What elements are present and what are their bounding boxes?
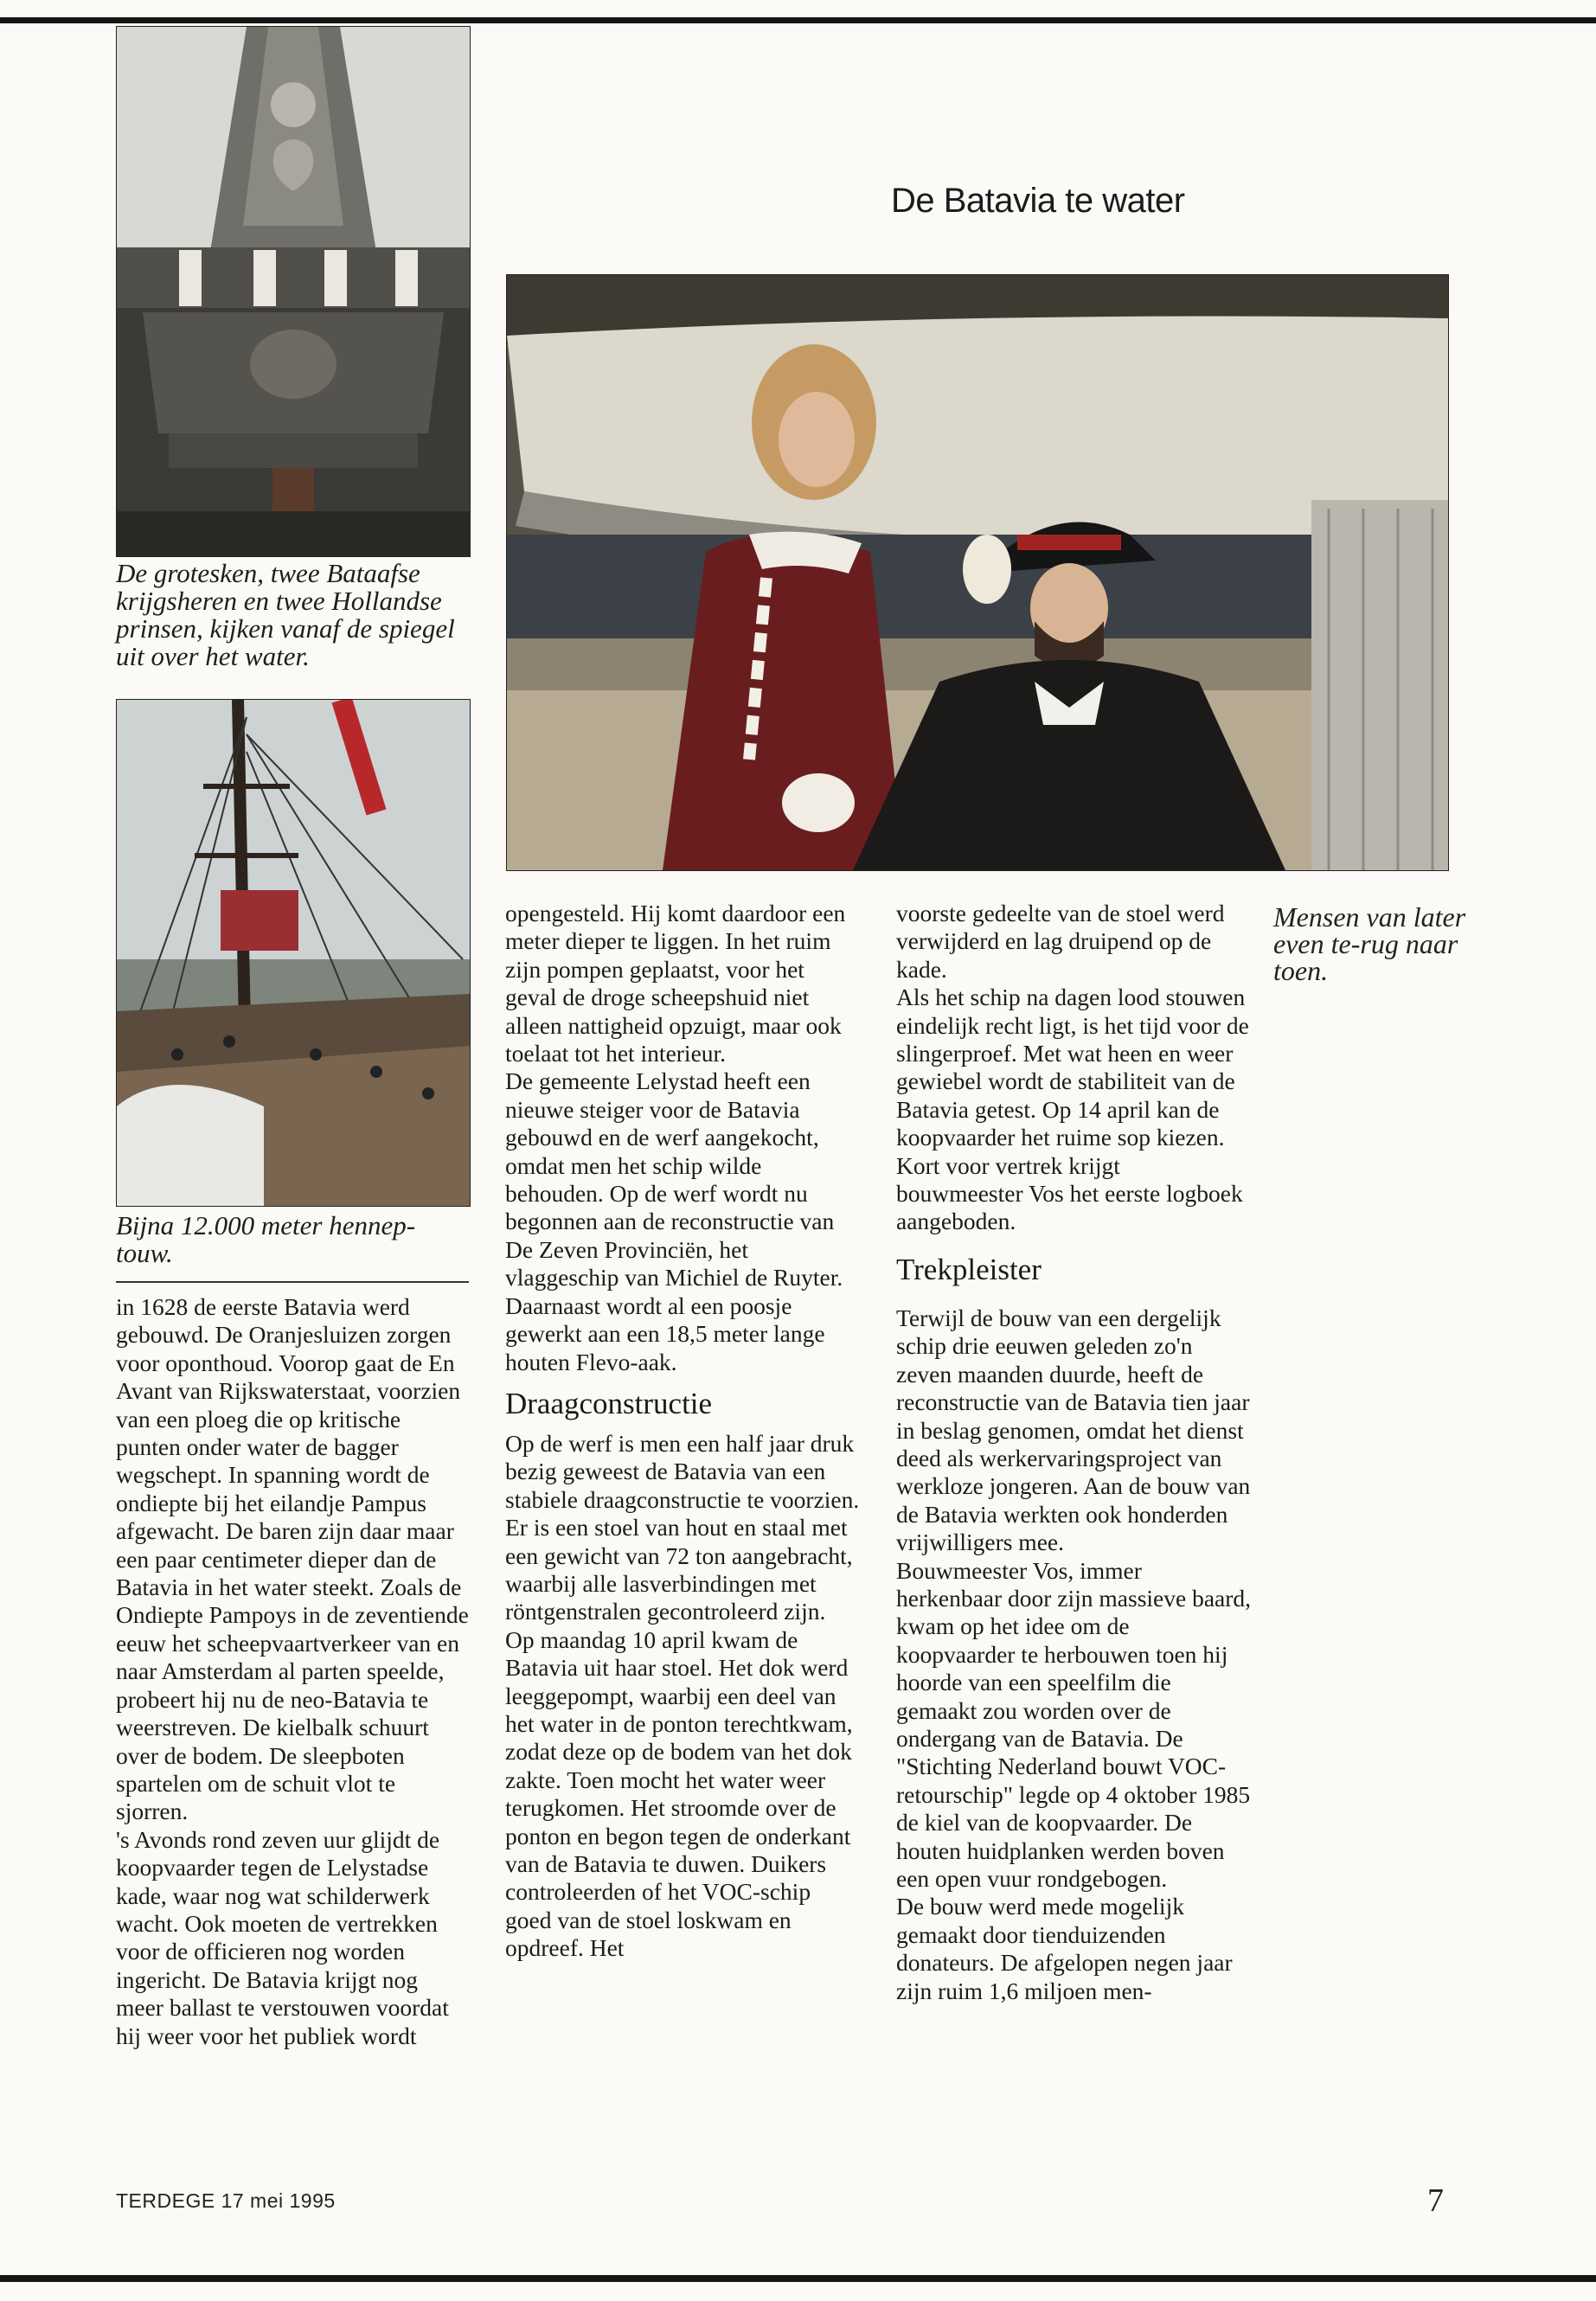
caption-divider <box>116 1281 469 1283</box>
paragraph: De gemeente Lelystad heeft een nieuwe steiger voor de Batavia gebouwd en de werf aangekocht, omdat men het schip wilde behouden. Op de werf wordt nu begonnen aan de reconstructie van De Zeven Provinciën, het vlaggeschip van Michiel de Ruyter. Daarnaast wordt al een poosje gewerkt aan een 18,5 meter lange houten Flevo-aak. <box>505 1067 843 1375</box>
paragraph: opengesteld. Hij komt daardoor een meter dieper te liggen. In het ruim zijn pompen geplaatst, voor het geval de droge scheepshuid niet alleen nattigheid opzuigt, maar ook toelaat tot het interieur. <box>505 900 846 1067</box>
section-title: De Batavia te water <box>891 182 1185 220</box>
paragraph: in 1628 de eerste Batavia werd gebouwd. De Oranjesluizen zorgen voor oponthoud. Voorop gaat de En Avant van Rijkswaterstaat, voorzien van een ploeg die op kritische punten onder water de bagger wegschept. In spanning wordt de ondiepte bij het eilandje Pampus afgewacht. De baren zijn daar maar een paar centimeter dieper dan de Batavia in het water steekt. Zoals de Ondiepte Pampoys in de zeventiende eeuw het scheepvaartverkeer van en naar Amsterdam al parten speelde, probeert hij nu de neo-Batavia te weerstreven. De kielbalk schuurt over de bodem. De sleepboten spartelen om de schuit vlot te sjorren. <box>116 1293 469 1825</box>
top-rule <box>0 17 1596 23</box>
paragraph: Als het schip na dagen lood stouwen eindelijk recht ligt, is het tijd voor de slingerproef. Met wat heen en weer gewiebel wordt de stabiliteit van de Batavia getest. Op 14 april kan de koopvaarder het ruime sop kiezen. Kort voor vertrek krijgt bouwmeester Vos het eerste logboek aangeboden. <box>896 984 1249 1235</box>
deck-photo <box>116 699 471 1207</box>
publication-footer: TERDEGE 17 mei 1995 <box>116 2189 336 2212</box>
paragraph: voorste gedeelte van de stoel werd verwijderd en lag druipend op de kade. <box>896 900 1225 983</box>
paragraph: Op de werf is men een half jaar druk bezig geweest de Batavia van een stabiele draagconstructie te voorzien. Er is een stoel van hout en staal met een gewicht van 72 ton aangebracht, waarbij alle lasverbindingen met röntgenstralen gecontroleerd zijn. <box>505 1429 860 1625</box>
pull-quote: Mensen van later even te-rug naar toen. <box>1273 901 1466 986</box>
people-illustration <box>507 275 1448 870</box>
paragraph: 's Avonds rond zeven uur glijdt de koopvaarder tegen de Lelystadse kade, waar nog wat schilderwerk wacht. Ook moeten de vertrekken voor de officieren nog worden ingericht. De Batavia krijgt nog meer ballast te verstouwen voordat hij weer voor het publiek wordt <box>116 1825 449 2049</box>
subheading-draagconstructie: Draagconstructie <box>505 1386 713 1420</box>
article-column-3 <box>896 900 1253 2005</box>
stern-illustration <box>117 27 470 556</box>
page-number: 7 <box>1427 2182 1444 2219</box>
paragraph: De bouw werd mede mogelijk gemaakt door tienduizenden donateurs. De afgelopen negen jaar zijn ruim 1,6 miljoen men- <box>896 1893 1233 2004</box>
article-column-2 <box>505 900 860 1963</box>
paragraph: Terwijl de bouw van een dergelijk schip drie eeuwen geleden zo'n zeven maanden duurde, heeft de reconstructie van de Batavia tien jaar in beslag genomen, omdat het dienst deed als werkervaringsproject van werkloze jongeren. Aan de bouw van de Batavia werkten ook honderden vrijwilligers mee. <box>896 1304 1251 1556</box>
deck-caption: Bijna 12.000 meter hennep-touw. <box>116 1210 416 1268</box>
subheading-trekpleister: Trekpleister <box>896 1252 1042 1286</box>
article-column-1 <box>116 1293 471 2050</box>
bottom-rule <box>0 2275 1596 2282</box>
deck-illustration <box>117 700 470 1206</box>
paragraph: Op maandag 10 april kwam de Batavia uit haar stoel. Het dok werd leeggepompt, waarbij een deel van het water in de ponton terechtkwam, zodat deze op de bodem van het dok zakte. Toen mocht het water weer terugkomen. Het stroomde over de ponton en begon tegen de onderkant van de Batavia te duwen. Duikers controleerden of het VOC-schip goed van de stoel loskwam en opdreef. Het <box>505 1625 853 1962</box>
stern-photo <box>116 26 471 557</box>
paragraph: Bouwmeester Vos, immer herkenbaar door zijn massieve baard, kwam op het idee om de koopvaarder te herbouwen toen hij hoorde van een speelfilm die gemaakt zou worden over de ondergang van de Batavia. De "Stichting Nederland bouwt VOC-retourschip" legde op 4 oktober 1985 de kiel van de koopvaarder. De houten huidplanken werden boven een open vuur rondgebogen. <box>896 1556 1252 1892</box>
stern-caption: De grotesken, twee Bataafse krijgsheren en twee Hollandse prinsen, kijken vanaf de spiegel uit over het water. <box>116 558 455 671</box>
costumed-people-photo <box>506 274 1449 871</box>
